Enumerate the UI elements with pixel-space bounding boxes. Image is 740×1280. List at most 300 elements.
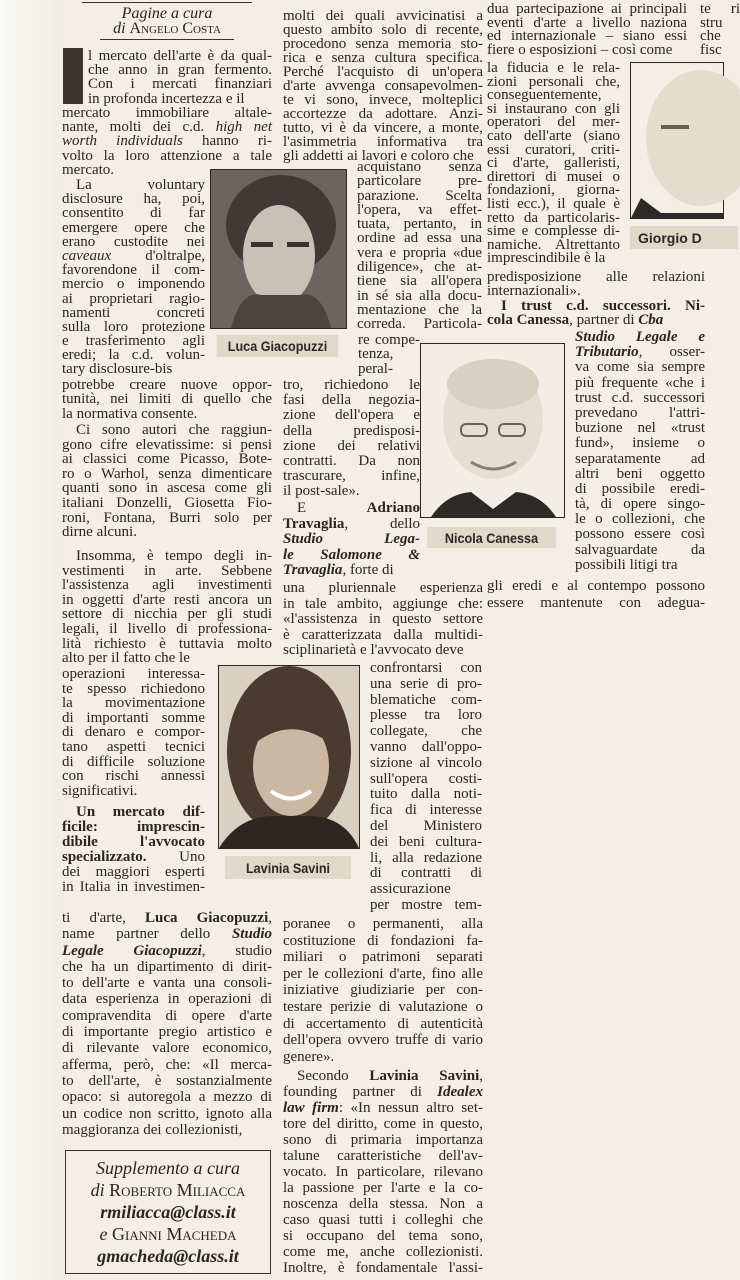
line-text bbox=[283, 933, 483, 950]
line-text bbox=[283, 37, 483, 51]
text-line bbox=[575, 360, 705, 375]
line-text bbox=[370, 756, 482, 772]
line-text bbox=[370, 693, 482, 709]
line-text bbox=[487, 270, 705, 284]
line-text bbox=[370, 740, 482, 756]
text-line bbox=[283, 37, 483, 51]
text-run: data esperienza in operazioni di bbox=[62, 991, 272, 1008]
text-run: poranee o permanenti, alla bbox=[283, 916, 483, 932]
line-text bbox=[370, 898, 482, 914]
text-run: le Salomone & bbox=[283, 546, 420, 563]
text-run: va come sia sempre bbox=[575, 359, 705, 376]
supplement-credit-lines bbox=[66, 1157, 270, 1267]
text-run: afferma, però, che: «Il merca- bbox=[62, 1056, 272, 1073]
text-run: tiene sia all'opera bbox=[357, 273, 482, 290]
line-text bbox=[487, 313, 663, 327]
text-line bbox=[62, 277, 205, 291]
photo-giorgio bbox=[630, 62, 724, 219]
text-line bbox=[370, 866, 482, 882]
text-run: mentazione che la bbox=[357, 301, 482, 318]
line-text bbox=[76, 805, 205, 820]
line-text bbox=[358, 333, 420, 347]
text-run: di rilevante valore economico, bbox=[62, 1040, 272, 1057]
line-text bbox=[283, 51, 483, 65]
text-run: blematiche com- bbox=[370, 691, 482, 708]
text-run: essere mantenute con adegua- bbox=[487, 594, 705, 611]
line-text bbox=[62, 975, 272, 991]
text-line bbox=[62, 178, 205, 192]
text-line bbox=[283, 501, 420, 517]
article-text bbox=[62, 423, 272, 540]
text-run: specializzato. bbox=[62, 849, 147, 865]
line-text bbox=[283, 1116, 483, 1132]
line-text bbox=[283, 135, 483, 149]
text-line bbox=[62, 850, 205, 865]
text-run: sciplinarietà e l'avvocato deve bbox=[283, 642, 464, 659]
article-text bbox=[357, 160, 482, 332]
line-text bbox=[283, 1084, 483, 1100]
text-run: in sé sia alla docu- bbox=[357, 287, 482, 304]
text-line bbox=[575, 421, 705, 436]
text-run: cato dell'arte (siano bbox=[487, 127, 620, 144]
line-text bbox=[62, 320, 205, 334]
line-text bbox=[76, 549, 272, 564]
text-line bbox=[370, 787, 482, 803]
text-run: salvaguardate da bbox=[575, 541, 705, 558]
text-line bbox=[62, 496, 272, 511]
text-line bbox=[283, 408, 420, 423]
text-line bbox=[62, 1089, 272, 1105]
line-text bbox=[283, 393, 420, 408]
line-text bbox=[575, 497, 705, 512]
line-text bbox=[62, 1057, 272, 1073]
text-line bbox=[357, 246, 482, 260]
line-text bbox=[357, 203, 482, 217]
divider bbox=[82, 2, 252, 3]
text-run: in oggetti d'arte resti ancora un bbox=[62, 591, 272, 608]
text-line bbox=[370, 693, 482, 709]
text-run: accortezze da adottare. Anzi- bbox=[283, 106, 483, 122]
line-text bbox=[283, 79, 483, 93]
text-line bbox=[575, 467, 705, 482]
text-line bbox=[575, 330, 705, 345]
text-line bbox=[575, 512, 705, 527]
text-run: eventi d'arte a livello naziona bbox=[487, 14, 687, 31]
text-run: tutto, vi è da vincere, a monte, bbox=[283, 120, 483, 136]
text-line bbox=[62, 221, 205, 235]
text-line bbox=[370, 661, 482, 677]
line-text bbox=[283, 1100, 483, 1116]
text-run: buzione nel «trust bbox=[575, 420, 705, 437]
line-text bbox=[370, 661, 482, 677]
text-line bbox=[62, 959, 272, 975]
text-line bbox=[283, 1100, 483, 1116]
text-line bbox=[575, 452, 705, 467]
text-line bbox=[62, 235, 205, 249]
text-run: italiani Donzelli, Giosetta Fio- bbox=[62, 494, 272, 511]
line-text bbox=[358, 362, 393, 376]
text-run: mercato. bbox=[62, 161, 115, 178]
line-text bbox=[283, 1180, 483, 1196]
line-text bbox=[62, 292, 205, 306]
text-line bbox=[283, 1260, 483, 1276]
line-text bbox=[62, 943, 272, 959]
text-line bbox=[62, 106, 272, 120]
text-run: eredi; la c.d. volun- bbox=[62, 347, 205, 364]
text-run: tano aspetti tecnici bbox=[62, 738, 205, 755]
text-line bbox=[487, 270, 705, 284]
line-text bbox=[370, 677, 482, 693]
text-line bbox=[62, 438, 272, 453]
text-run: tunità, nei limiti di quello che bbox=[62, 391, 272, 408]
text-line bbox=[370, 882, 482, 898]
text-run: di contratti di bbox=[370, 865, 482, 882]
text-line bbox=[283, 1084, 483, 1100]
line-text bbox=[62, 221, 205, 235]
text-line bbox=[358, 347, 420, 361]
article-text bbox=[370, 661, 482, 914]
line-text bbox=[62, 991, 272, 1007]
credit-line bbox=[66, 1245, 270, 1267]
line-text bbox=[575, 421, 705, 436]
text-line bbox=[283, 107, 483, 121]
line-text bbox=[370, 819, 482, 835]
line-text bbox=[62, 578, 272, 593]
line-text bbox=[501, 299, 705, 313]
text-run: diligence», che at- bbox=[357, 259, 482, 276]
credit-line bbox=[66, 1157, 270, 1179]
text-run: Ci sono autori che raggiun- bbox=[76, 422, 272, 438]
line-text bbox=[487, 252, 605, 266]
line-text bbox=[283, 484, 360, 499]
line-text bbox=[62, 1122, 242, 1138]
text-run: tro, richiedono le bbox=[283, 377, 420, 393]
text-run: peral- bbox=[358, 360, 393, 377]
photo-caption: Giorgio D bbox=[630, 226, 738, 249]
line-text bbox=[62, 348, 205, 362]
text-line bbox=[62, 667, 205, 682]
text-line bbox=[575, 482, 705, 497]
text-line bbox=[62, 348, 205, 362]
line-text bbox=[283, 916, 483, 933]
line-text bbox=[575, 482, 705, 497]
text-run: gli eredi e al contempo possono bbox=[487, 578, 705, 594]
line-text bbox=[575, 543, 705, 558]
text-run: settore di nicchia per gli studi bbox=[62, 606, 272, 623]
text-line bbox=[357, 274, 482, 288]
page-credit bbox=[62, 0, 272, 40]
text-line bbox=[62, 1073, 272, 1089]
text-run: erano custodite nei bbox=[62, 233, 205, 250]
line-text bbox=[62, 378, 272, 392]
text-run: di importante pregio artistico e bbox=[62, 1024, 272, 1041]
text-run: operazioni interessa- bbox=[62, 666, 205, 682]
text-run: stru bbox=[700, 14, 723, 31]
line-text bbox=[575, 345, 705, 360]
text-line bbox=[62, 120, 272, 134]
photo-caption: Lavinia Savini bbox=[225, 856, 351, 879]
line-text bbox=[370, 851, 482, 867]
text-line bbox=[62, 334, 205, 348]
text-line bbox=[62, 392, 272, 406]
text-run: Studio Legale e bbox=[575, 329, 705, 345]
text-line bbox=[62, 943, 272, 959]
text-run: to dell'arte, è sostanzialmente bbox=[62, 1072, 272, 1089]
text-line bbox=[370, 898, 482, 914]
portrait-man-icon bbox=[211, 170, 346, 328]
article-text bbox=[575, 330, 705, 573]
line-text bbox=[370, 708, 482, 724]
text-run: sime e complesse di- bbox=[487, 223, 620, 240]
line-text bbox=[283, 9, 483, 23]
text-line bbox=[283, 1244, 483, 1260]
text-run: ti d'arte, bbox=[62, 910, 145, 926]
text-run: dei beni cultura- bbox=[370, 833, 482, 850]
text-run: il post-sale». bbox=[283, 483, 360, 500]
line-text bbox=[487, 578, 705, 595]
text-line bbox=[357, 303, 482, 317]
text-line bbox=[283, 424, 420, 439]
line-text bbox=[283, 517, 420, 533]
text-line bbox=[88, 77, 272, 91]
line-text bbox=[62, 910, 272, 926]
line-text bbox=[62, 820, 205, 835]
article-text bbox=[62, 549, 272, 666]
text-run: law firm bbox=[283, 1100, 339, 1116]
text-run: la movimentazione bbox=[62, 695, 205, 712]
line-text bbox=[283, 999, 483, 1016]
article-text bbox=[487, 578, 705, 611]
text-run: worth individuals bbox=[62, 133, 183, 150]
credit-prefix: di bbox=[113, 20, 126, 37]
line-text bbox=[62, 249, 205, 263]
text-run: per mostre tem- bbox=[370, 896, 482, 913]
line-text bbox=[62, 607, 272, 622]
line-text bbox=[62, 682, 205, 697]
text-line bbox=[283, 378, 420, 393]
text-run: molti dei quali avvicinatisi a bbox=[283, 8, 483, 24]
text-line bbox=[283, 999, 483, 1016]
text-run: trascurare, infine, bbox=[283, 468, 420, 485]
text-run: fisc bbox=[700, 41, 722, 58]
line-text bbox=[283, 966, 483, 983]
line-text bbox=[357, 303, 482, 317]
text-run: , bbox=[479, 1068, 483, 1084]
line-text bbox=[62, 481, 272, 496]
text-line bbox=[283, 1068, 483, 1084]
text-run: che anno in gran fermento. bbox=[88, 62, 272, 79]
text-line bbox=[62, 926, 272, 942]
line-text bbox=[62, 850, 205, 865]
text-run: namiche. Altrettanto bbox=[487, 236, 620, 253]
line-text bbox=[62, 392, 272, 406]
text-line bbox=[283, 1049, 483, 1066]
text-run: talune caratteristiche dell'av- bbox=[283, 1148, 483, 1164]
line-text bbox=[283, 548, 420, 564]
text-line bbox=[283, 1016, 483, 1033]
line-text bbox=[283, 121, 483, 135]
line-text bbox=[575, 452, 705, 467]
line-text bbox=[357, 189, 482, 203]
text-run: tary disclosure-bis bbox=[62, 361, 173, 378]
text-line bbox=[62, 320, 205, 334]
text-line bbox=[62, 975, 272, 991]
text-run: vanno dall'oppo- bbox=[370, 738, 482, 755]
line-text bbox=[62, 511, 272, 526]
line-text bbox=[370, 724, 482, 740]
credit-line bbox=[66, 1223, 270, 1245]
text-run: altri beni oggetto bbox=[575, 465, 705, 482]
text-run: fund», insieme o bbox=[575, 435, 705, 452]
line-text bbox=[575, 406, 705, 421]
line-text bbox=[283, 93, 483, 107]
text-run: più frequente «che i bbox=[575, 374, 705, 391]
line-text bbox=[62, 784, 137, 799]
text-run: quanti sono in ascesa come gli bbox=[62, 480, 272, 497]
text-line bbox=[62, 525, 272, 540]
line-text bbox=[62, 725, 205, 740]
line-text bbox=[487, 595, 705, 612]
text-run: namenti concreti bbox=[62, 304, 205, 321]
line-text bbox=[575, 467, 705, 482]
line-text bbox=[575, 527, 705, 542]
credit-name: Angelo Costa bbox=[129, 20, 221, 37]
text-line bbox=[575, 436, 705, 451]
text-run: possono essere così bbox=[575, 526, 705, 543]
line-text bbox=[283, 1016, 483, 1033]
line-text bbox=[62, 564, 272, 579]
line-text bbox=[357, 274, 482, 288]
credit-line bbox=[66, 1201, 270, 1223]
text-run: genere». bbox=[283, 1048, 335, 1065]
text-line bbox=[62, 206, 205, 220]
line-text bbox=[76, 423, 272, 438]
line-text bbox=[575, 376, 705, 391]
text-line bbox=[62, 820, 205, 835]
line-text bbox=[283, 643, 464, 659]
text-line bbox=[575, 376, 705, 391]
text-run: miliari o patrimoni separati bbox=[283, 949, 483, 966]
text-run: fiere o esposizioni – così come bbox=[487, 41, 673, 58]
text-run: correda. Particola- bbox=[357, 316, 482, 333]
text-line bbox=[283, 469, 420, 484]
text-run: contratti. Da non bbox=[283, 452, 420, 469]
line-text bbox=[62, 438, 272, 453]
line-text bbox=[62, 407, 197, 421]
page-margin bbox=[0, 0, 60, 1280]
text-run: costituzione di fondazioni fa- bbox=[283, 932, 483, 949]
text-line bbox=[62, 407, 272, 421]
line-text bbox=[62, 593, 272, 608]
line-text bbox=[370, 835, 482, 851]
text-run: iniziative giudiziarie per con- bbox=[283, 982, 483, 999]
text-line bbox=[700, 41, 740, 58]
text-run: dua partecipazione ai principali bbox=[487, 1, 687, 17]
line-text bbox=[283, 107, 483, 121]
line-text bbox=[283, 1228, 483, 1244]
text-run: ai proprietari ragio- bbox=[62, 290, 205, 307]
text-run: sull'opera costi- bbox=[370, 770, 482, 787]
text-line bbox=[62, 1008, 272, 1024]
article-text bbox=[487, 270, 705, 327]
line-text bbox=[297, 501, 420, 517]
text-line bbox=[283, 1228, 483, 1244]
text-line bbox=[62, 910, 272, 926]
line-text bbox=[62, 711, 205, 726]
text-run: Secondo bbox=[297, 1068, 370, 1084]
line-text bbox=[357, 217, 482, 231]
text-run: internazionali». bbox=[487, 283, 581, 300]
text-line bbox=[575, 497, 705, 512]
text-run: gmacheda@class.it bbox=[97, 1246, 239, 1266]
text-run: una serie di pro- bbox=[370, 675, 482, 692]
text-line bbox=[370, 756, 482, 772]
line-text bbox=[62, 769, 205, 784]
line-text bbox=[283, 597, 483, 613]
line-text bbox=[88, 63, 272, 77]
text-run: gono cifre elevatissime: si pensi bbox=[62, 436, 272, 453]
text-line bbox=[62, 263, 205, 277]
text-run: in Italia in investimen- bbox=[62, 879, 205, 895]
text-run: te spesso richiedono bbox=[62, 680, 205, 697]
line-text bbox=[62, 106, 272, 120]
article-text bbox=[283, 916, 483, 1065]
text-line bbox=[88, 49, 272, 63]
text-line bbox=[357, 189, 482, 203]
text-line bbox=[283, 454, 420, 469]
line-text bbox=[62, 622, 272, 637]
line-text bbox=[283, 1049, 334, 1066]
text-run: la passione per l'arte e la co- bbox=[283, 1180, 483, 1196]
text-line bbox=[357, 160, 482, 174]
text-line bbox=[62, 362, 205, 376]
text-run: Supplemento a cura bbox=[96, 1158, 240, 1178]
line-text bbox=[62, 134, 272, 148]
text-run: , partner di bbox=[569, 311, 639, 328]
text-line bbox=[283, 65, 483, 79]
text-run: ed internazionale – siano essi bbox=[487, 28, 687, 45]
article-text bbox=[283, 581, 483, 659]
text-run: sono di primaria importanza bbox=[283, 1132, 483, 1148]
text-line bbox=[62, 292, 205, 306]
drop-cap bbox=[63, 48, 83, 104]
text-line bbox=[62, 1040, 272, 1056]
text-run: un codice non scritto, ignoto alla bbox=[62, 1105, 272, 1122]
line-text bbox=[575, 330, 705, 345]
text-line bbox=[62, 755, 205, 770]
text-run: particolare pre- bbox=[357, 173, 482, 190]
line-text bbox=[575, 391, 705, 406]
text-run: volto la loro attenzione a tale bbox=[62, 147, 272, 164]
line-text bbox=[358, 347, 393, 361]
text-run: assicurazione bbox=[370, 881, 451, 898]
text-line bbox=[575, 345, 705, 360]
line-text bbox=[283, 408, 420, 423]
text-run: caso quasi tutti i colleghi che bbox=[283, 1212, 483, 1228]
text-run: vocato. In particolare, rilevano bbox=[283, 1164, 483, 1180]
line-text bbox=[700, 41, 722, 58]
line-text bbox=[283, 454, 420, 469]
line-text bbox=[283, 563, 394, 579]
line-text bbox=[88, 77, 272, 91]
text-run: di bbox=[90, 1180, 110, 1200]
text-run: to dell'arte e vanta una consoli- bbox=[62, 975, 272, 992]
text-line bbox=[62, 423, 272, 438]
text-run: di denaro e compor- bbox=[62, 724, 205, 741]
text-line bbox=[357, 217, 482, 231]
text-run: alto per il fatto che le bbox=[62, 650, 190, 667]
line-text bbox=[62, 163, 114, 177]
